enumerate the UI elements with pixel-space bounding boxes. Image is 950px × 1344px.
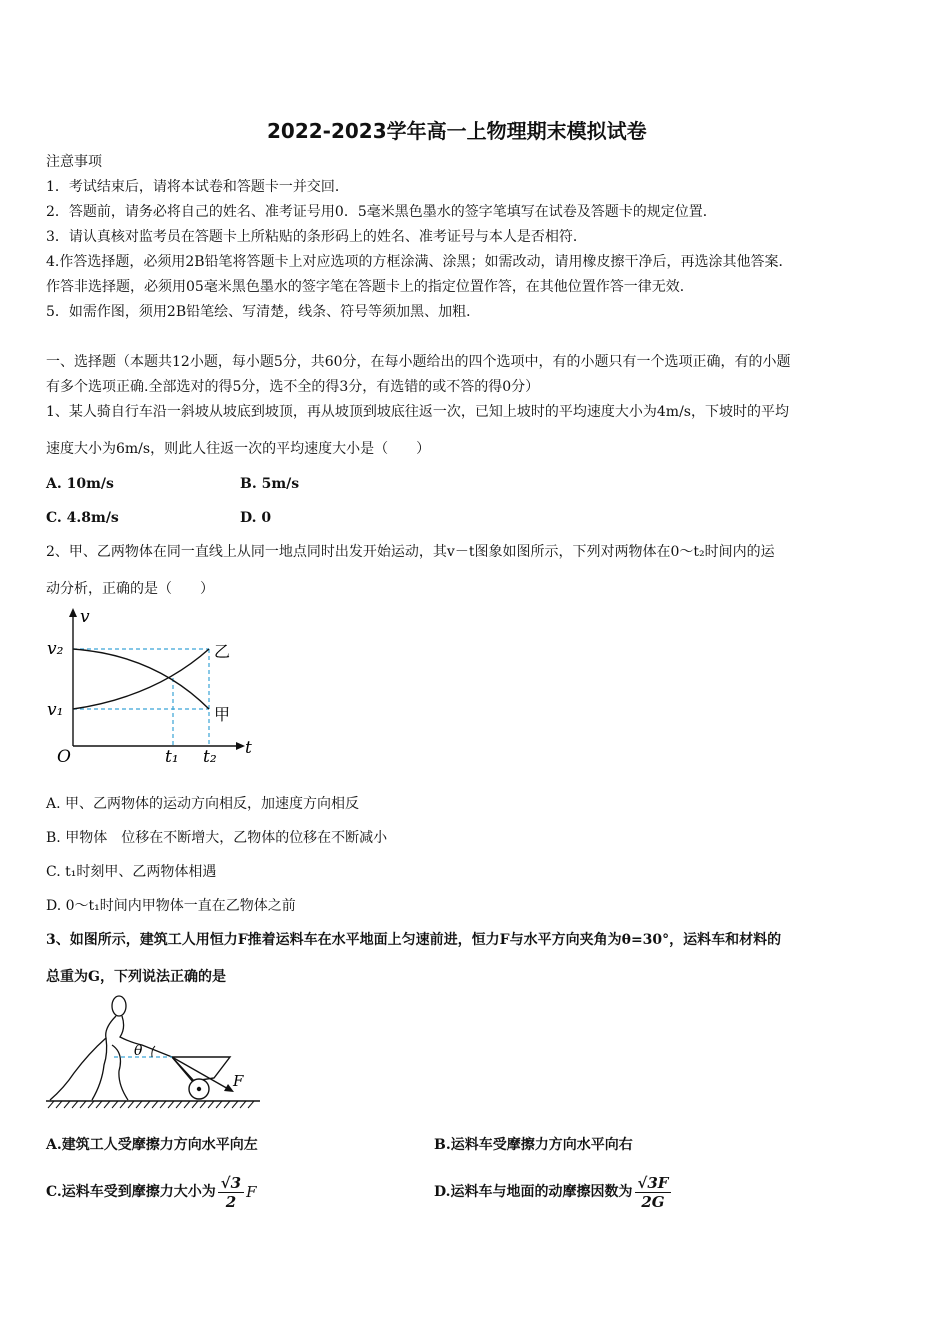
q1-option-a: A. 10m/s [46,476,114,492]
q1-option-b: B. 5m/s [240,476,300,492]
t-axis-arrow [236,742,245,750]
jia-curve [73,649,209,709]
cart-figure [44,993,264,1113]
yi-curve [73,649,209,709]
q1-option-c: C. 4.8m/s [46,510,119,526]
q1-option-d: D. 0 [240,510,272,526]
q3-option-d [434,1169,673,1215]
force-label: F [233,1072,244,1090]
t1-label: t₁ [165,747,179,767]
q1-stem-cont: 速度大小为6m/s，则此人往返一次的平均速度大小是（ ） [46,441,431,457]
theta-label: θ [134,1043,143,1059]
notice-item: 1．考试结束后，请将本试卷和答题卡一并交回． [46,179,349,195]
q3-option-d-text: D.运料车与地面的动摩擦因数为 [434,1184,633,1200]
worker-arm [120,1016,172,1057]
section-heading: 一、选择题（本题共12小题，每小题5分，共60分，在每小题给出的四个选项中，有的小题只有一个选项正确，有的小题 [46,354,791,370]
q3-option-c [46,1169,257,1215]
q3-stem-cont: 总重为G，下列说法正确的是 [46,969,226,985]
q3-option-c-text: C.运料车受到摩擦力大小为 [46,1184,216,1200]
v1-label: v₁ [47,700,64,720]
section-heading-cont: 有多个选项正确.全部选对的得5分，选不全的得3分，有选错的或不答的得0分） [46,379,540,395]
vt-graph [40,605,255,770]
q1-stem: 1、某人骑自行车沿一斜坡从坡底到坡顶，再从坡顶到坡底往返一次，已知上坡时的平均速度大小为4m/s，下坡时的平均 [46,404,789,420]
q3-option-d-fraction [635,1174,672,1211]
notice-item: 作答非选择题，必须用05毫米黑色墨水的签字笔在答题卡上的指定位置作答，在其他位置作答一律无效． [46,279,694,295]
fraction-denominator: 2G [641,1192,665,1211]
yi-label: 乙 [214,642,231,661]
q3-option-c-fraction [218,1174,244,1211]
notice-item: 5．如需作图，须用2B铅笔绘、写清楚，线条、符号等须加黑、加粗． [46,304,481,320]
cart-bin [172,1057,230,1081]
q2-stem-cont: 动分析，正确的是（ ） [46,581,214,597]
worker-leg-back [92,1038,107,1100]
q2-option-c: C. t₁时刻甲、乙两物体相遇 [46,864,217,880]
fraction-numerator: √3 [218,1174,244,1193]
q3-option-c-tail: F [246,1183,257,1201]
jia-label: 甲 [214,705,231,724]
origin-label: O [57,747,71,767]
angle-arc [152,1046,155,1057]
page-title: 2022-2023学年高一上物理期末模拟试卷 [267,119,647,143]
q3-option-a: A.建筑工人受摩擦力方向水平向左 [46,1137,258,1153]
notice-heading: 注意事项 [46,154,102,170]
notice-item: 4.作答选择题，必须用2B铅笔将答题卡上对应选项的方框涂满、涂黑；如需改动，请用橡皮擦干净后，再选涂其他答案． [46,254,793,270]
cart-axle [197,1087,201,1091]
q3-stem: 3、如图所示，建筑工人用恒力F推着运料车在水平地面上匀速前进，恒力F与水平方向夹角为θ=30°，运料车和材料的 [46,932,782,948]
worker-leg-front [112,1045,128,1100]
fraction-numerator: √3F [635,1174,672,1193]
q2-option-d: D. 0～t₁时间内甲物体一直在乙物体之前 [46,898,296,914]
t2-label: t₂ [203,747,217,767]
t-axis-label: t [245,738,252,758]
q2-option-a: A. 甲、乙两物体的运动方向相反，加速度方向相反 [46,796,360,812]
notice-item: 3．请认真核对监考员在答题卡上所粘贴的条形码上的姓名、准考证号与本人是否相符． [46,229,587,245]
v-axis-label: v [80,607,90,627]
v2-label: v₂ [47,639,64,659]
v-axis-arrow [69,608,77,617]
worker-head [112,996,126,1016]
q2-stem: 2、甲、乙两物体在同一直线上从同一地点同时出发开始运动，其v－t图象如图所示，下列对两物体在0～t₂时间内的运 [46,544,775,560]
q3-option-b: B.运料车受摩擦力方向水平向右 [434,1137,633,1153]
q2-option-b: B. 甲物体 位移在不断增大，乙物体的位移在不断减小 [46,830,388,846]
notice-item: 2．答题前，请务必将自己的姓名、准考证号用0．5毫米黑色墨水的签字笔填写在试卷及答题卡的规定位置． [46,204,717,220]
fraction-denominator: 2 [225,1192,237,1211]
ground-hatching [48,1101,254,1108]
